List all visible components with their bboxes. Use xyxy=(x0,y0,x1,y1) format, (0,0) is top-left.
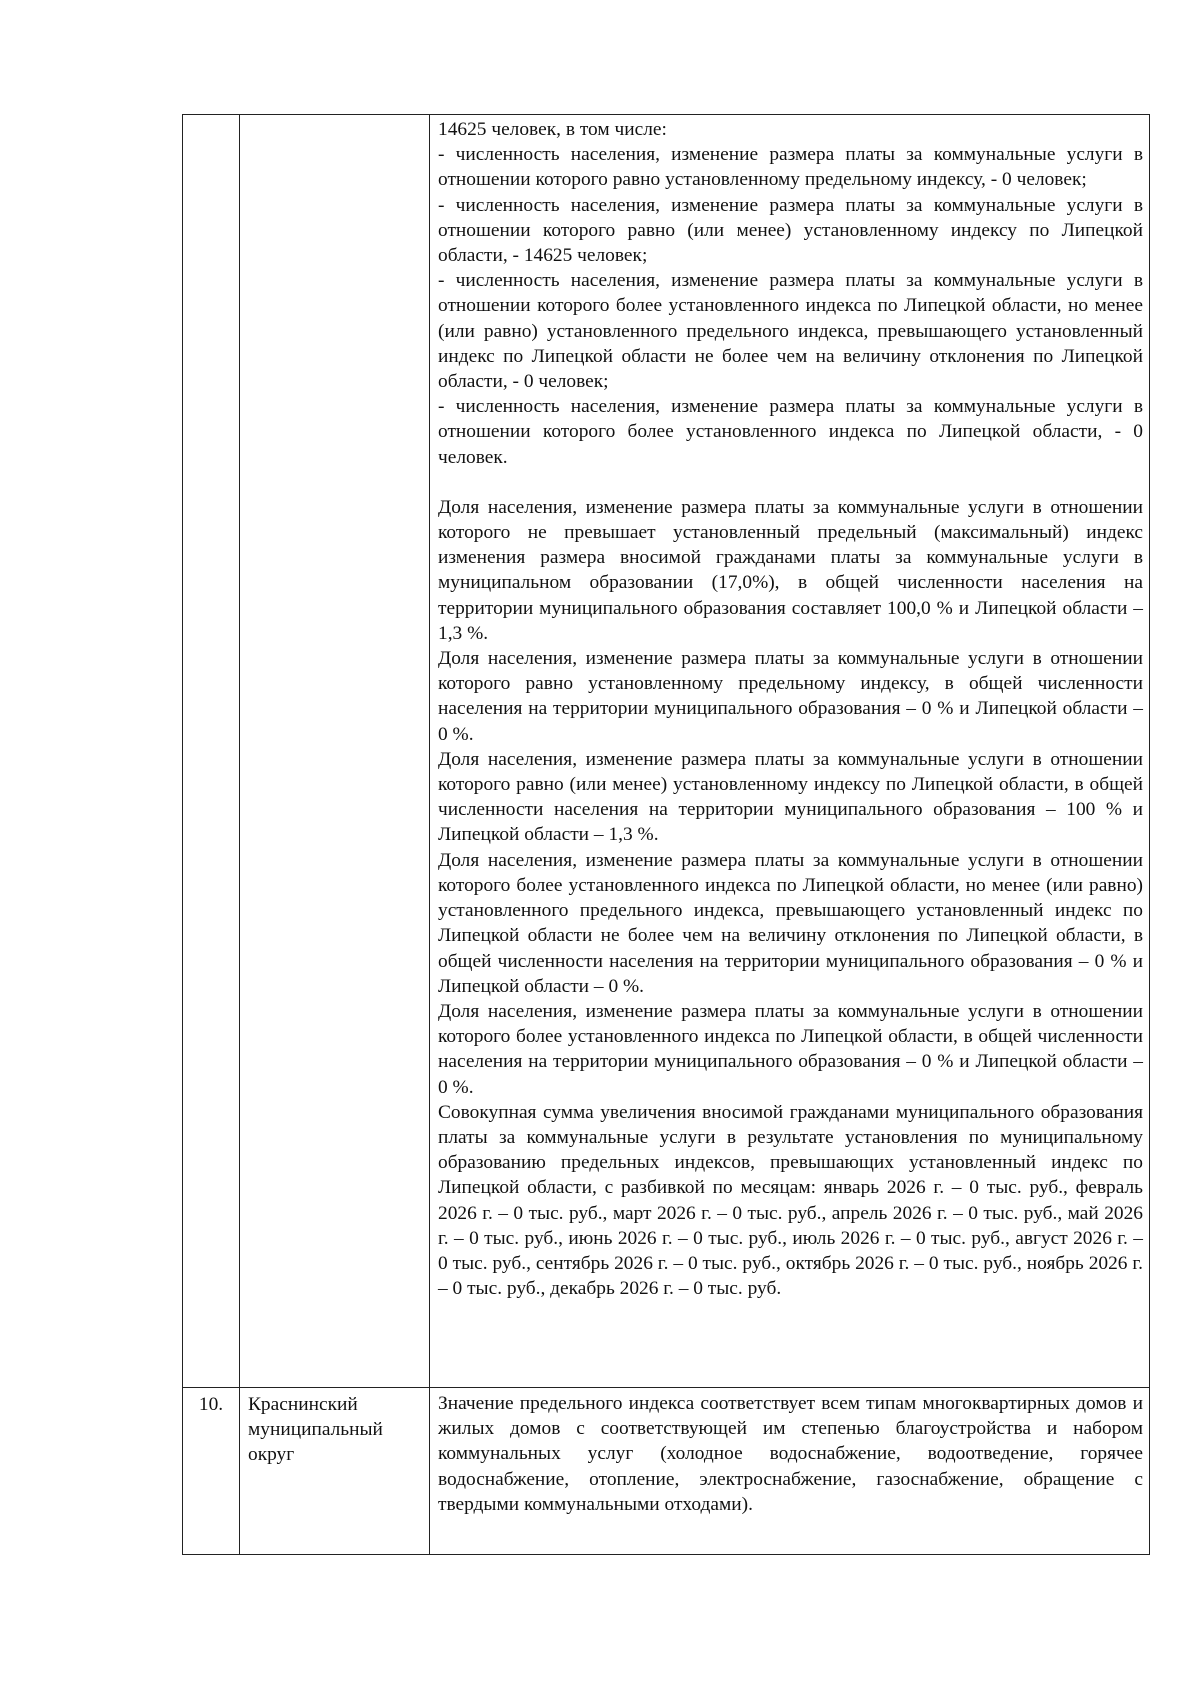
description-text xyxy=(430,1388,1149,1519)
municipality-name-cell xyxy=(240,1388,430,1555)
description-cell xyxy=(430,1388,1150,1555)
row-number-cell xyxy=(183,115,240,1388)
share-paragraph: Доля населения, изменение размера платы за коммунальные услуги в отношении которого более установленного индекса по Липецкой области, но менее (или равно) установленного предельного индекса, превышающего установленный индекс по Липецкой области не более чем на величину отклонения по Липецкой области, в общей численности населения на территории муниципального образования – 0 % и Липецкой области – 0 %. xyxy=(438,849,1143,997)
population-item: - численность населения, изменение размера платы за коммунальные услуги в отношении которого равно (или менее) установленному индексу по Липецкой области, - 14625 человек; xyxy=(438,194,1143,267)
share-paragraph: Доля населения, изменение размера платы за коммунальные услуги в отношении которого более установленного индекса по Липецкой области, в общей численности населения на территории муниципального образования – 0 % и Липецкой области – 0 %. xyxy=(438,1000,1143,1098)
municipality-name-cell xyxy=(240,115,430,1388)
monthly-increase-paragraph: Совокупная сумма увеличения вносимой гражданами муниципального образования платы за коммунальные услуги в результате установления по муниципальному образованию предельных индексов, превышающих установленный индекс по Липецкой области, с разбивкой по месяцам: январь 2026 г. – 0 тыс. руб., февраль 2026 г. – 0 тыс. руб., март 2026 г. – 0 тыс. руб., апрель 2026 г. – 0 тыс. руб., май 2026 г. – 0 тыс. руб., июнь 2026 г. – 0 тыс. руб., июль 2026 г. – 0 тыс. руб., август 2026 г. – 0 тыс. руб., сентябрь 2026 г. – 0 тыс. руб., октябрь 2026 г. – 0 тыс. руб., ноябрь 2026 г. – 0 тыс. руб., декабрь 2026 г. – 0 тыс. руб. xyxy=(438,1101,1143,1300)
share-paragraph: Доля населения, изменение размера платы за коммунальные услуги в отношении которого равно (или менее) установленному индексу по Липецкой области, в общей численности населения на территории муниципального образования – 100 % и Липецкой области – 1,3 %. xyxy=(438,748,1143,846)
municipality-name: Краснинский муниципальный округ xyxy=(248,1394,383,1466)
population-item: - численность населения, изменение размера платы за коммунальные услуги в отношении которого равно установленному предельному индексу, - 0 человек; xyxy=(438,144,1143,191)
share-paragraph: Доля населения, изменение размера платы за коммунальные услуги в отношении которого не превышает установленный предельный (максимальный) индекс изменения размера вносимой гражданами платы за коммунальные услуги в муниципальном образовании (17,0%), в общей численности населения на территории муниципального образования составляет 100,0 % и Липецкой области – 1,3 %. xyxy=(438,496,1143,644)
population-total: 14625 человек, в том числе: xyxy=(438,119,667,140)
share-paragraph: Доля населения, изменение размера платы за коммунальные услуги в отношении которого равно установленному предельному индексу, в общей численности населения на территории муниципального образования – 0 % и Липецкой области – 0 %. xyxy=(438,648,1143,745)
paragraph-gap xyxy=(438,470,1143,495)
row-number: 10. xyxy=(198,1394,224,1415)
row-number xyxy=(183,115,239,119)
description-text xyxy=(430,115,1149,1303)
population-item: - численность населения, изменение размера платы за коммунальные услуги в отношении которого более установленного индекса по Липецкой области, - 0 человек. xyxy=(438,396,1143,468)
indices-table xyxy=(182,114,1150,1555)
row-number-cell xyxy=(183,1388,240,1555)
population-item: - численность населения, изменение размера платы за коммунальные услуги в отношении которого более установленного индекса по Липецкой области, но менее (или равно) установленного предельного индекса, превышающего установленный индекс по Липецкой области не более чем на величину отклонения по Липецкой области, - 0 человек; xyxy=(438,270,1143,393)
table-row xyxy=(183,115,1150,1388)
index-description: Значение предельного индекса соответствует всем типам многоквартирных домов и жилых домов с соответствующей им степенью благоустройства и набором коммунальных услуг (холодное водоснабжение, водоотведение, горячее водоснабжение, отопление, электроснабжение, газоснабжение, обращение с твердыми коммунальными отходами). xyxy=(438,1393,1143,1515)
description-cell xyxy=(430,115,1150,1388)
municipality-name xyxy=(240,115,429,119)
table-row xyxy=(183,1388,1150,1555)
